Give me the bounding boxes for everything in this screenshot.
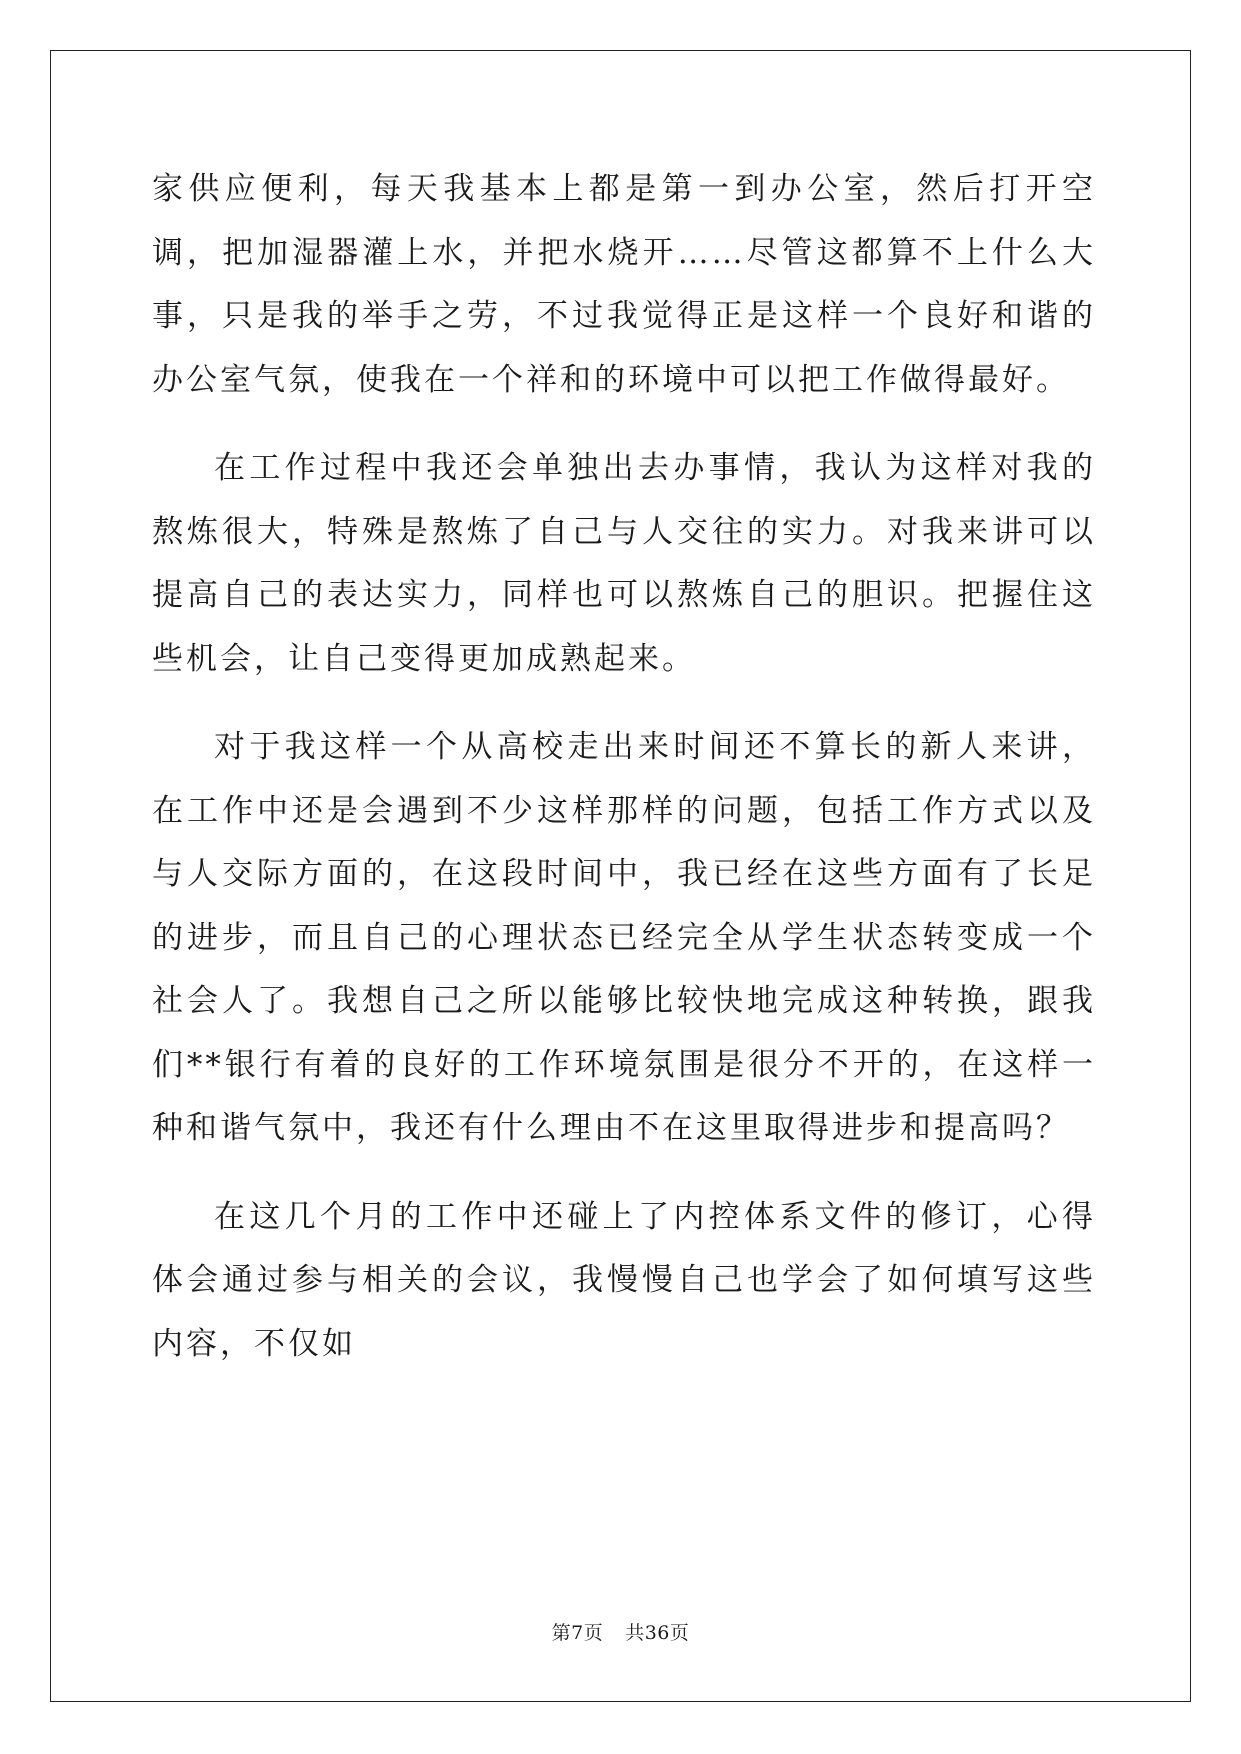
page-number: 第7页: [551, 1622, 604, 1644]
page-footer: [0, 1618, 1241, 1645]
document-body: [152, 158, 1096, 1401]
page-total: 共36页: [625, 1622, 690, 1644]
paragraph-4: 在这几个月的工作中还碰上了内控体系文件的修订，心得体会通过参与相关的会议，我慢慢自己也学会了如何填写这些内容，不仅如: [152, 1198, 1096, 1362]
paragraph-1: 家供应便利，每天我基本上都是第一到办公室，然后打开空调，把加湿器灌上水，并把水烧开……尽管这都算不上什么大事，只是我的举手之劳，不过我觉得正是这样一个良好和谐的办公室气氛，使我在一个祥和的环境中可以把工作做得最好。: [152, 171, 1096, 398]
paragraph-2: 在工作过程中我还会单独出去办事情，我认为这样对我的熬炼很大，特殊是熬炼了自己与人交往的实力。对我来讲可以提高自己的表达实力，同样也可以熬炼自己的胆识。把握住这些机会，让自己变得更加成熟起来。: [152, 450, 1096, 677]
paragraph-3: 对于我这样一个从高校走出来时间还不算长的新人来讲，在工作中还是会遇到不少这样那样的问题，包括工作方式以及与人交际方面的，在这段时间中，我已经在这些方面有了长足的进步，而且自己的心理状态已经完全从学生状态转变成一个社会人了。我想自己之所以能够比较快地完成这种转换，跟我们**银行有着的良好的工作环境氛围是很分不开的，在这样一种和谐气氛中，我还有什么理由不在这里取得进步和提高吗？: [152, 729, 1096, 1146]
